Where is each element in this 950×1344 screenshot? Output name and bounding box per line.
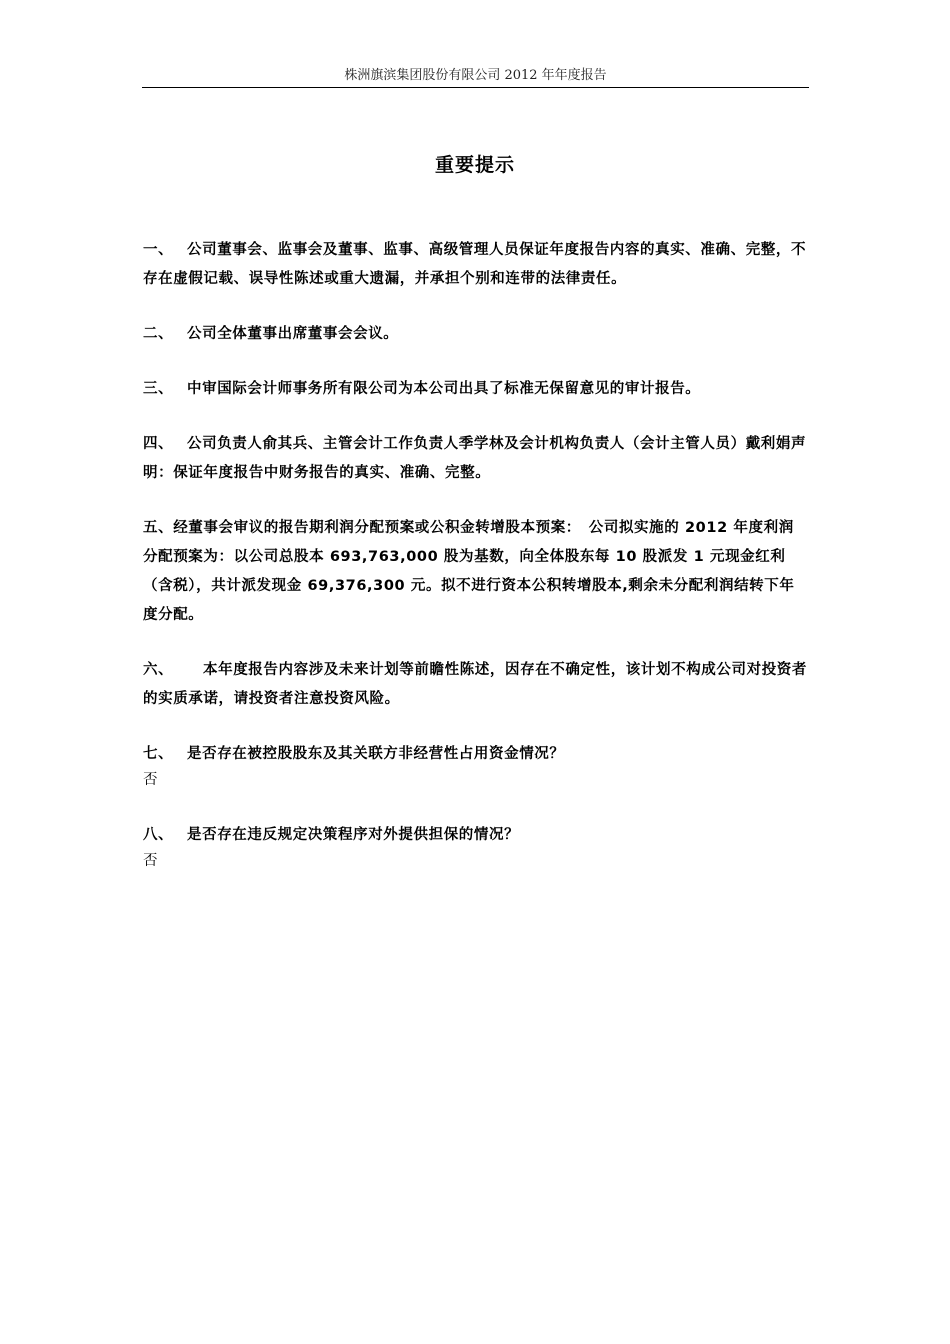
item-text: 本年度报告内容涉及未来计划等前瞻性陈述，因存在不确定性，该计划不构成公司对投资者的实质承诺，请投资者注意投资风险。	[143, 662, 807, 707]
item-text: 中审国际会计师事务所有限公司为本公司出具了标准无保留意见的审计报告。	[187, 381, 701, 397]
item-number: 六、	[143, 662, 174, 678]
page-title: 重要提示	[434, 154, 515, 176]
item-number: 二、	[143, 326, 174, 342]
item-number: 七、	[143, 746, 174, 762]
item-number: 八、	[143, 827, 174, 843]
item-number: 五、	[143, 520, 174, 536]
notice-item-8	[143, 821, 808, 872]
header-rule	[142, 87, 809, 88]
item-answer: 否	[143, 853, 159, 869]
notice-item-2	[143, 320, 808, 349]
item-number: 一、	[143, 242, 174, 258]
notice-item-6	[143, 656, 808, 714]
item-text: 公司全体董事出席董事会会议。	[187, 326, 399, 342]
item-text: 是否存在被控股股东及其关联方非经营性占用资金情况？	[187, 746, 565, 762]
item-number: 四、	[143, 436, 174, 452]
notice-item-1	[143, 236, 808, 294]
notice-item-4	[143, 430, 808, 488]
item-text: 经董事会审议的报告期利润分配预案或公积金转增股本预案： 公司拟实施的 2012 年度利润分配预案为：以公司总股本 693,763,000 股为基数，向全体股东每 10 股派发 1 元现金红利（含税），共计派发现金 69,376,300 元。拟不进行资本公积转增股本,剩余未分配利润结转下年度分配。	[143, 520, 795, 623]
item-number: 三、	[143, 381, 174, 397]
item-text: 是否存在违反规定决策程序对外提供担保的情况？	[187, 827, 520, 843]
item-text: 公司负责人俞其兵、主管会计工作负责人季学林及会计机构负责人（会计主管人员）戴利娟声明：保证年度报告中财务报告的真实、准确、完整。	[143, 436, 807, 481]
notice-item-7	[143, 740, 808, 791]
notice-list	[143, 236, 808, 902]
page-header: 株洲旗滨集团股份有限公司 2012 年年度报告	[344, 68, 607, 83]
notice-item-5	[143, 514, 808, 630]
item-text: 公司董事会、监事会及董事、监事、高级管理人员保证年度报告内容的真实、准确、完整，不存在虚假记载、误导性陈述或重大遗漏，并承担个别和连带的法律责任。	[143, 242, 807, 287]
item-answer: 否	[143, 772, 159, 788]
notice-item-3	[143, 375, 808, 404]
